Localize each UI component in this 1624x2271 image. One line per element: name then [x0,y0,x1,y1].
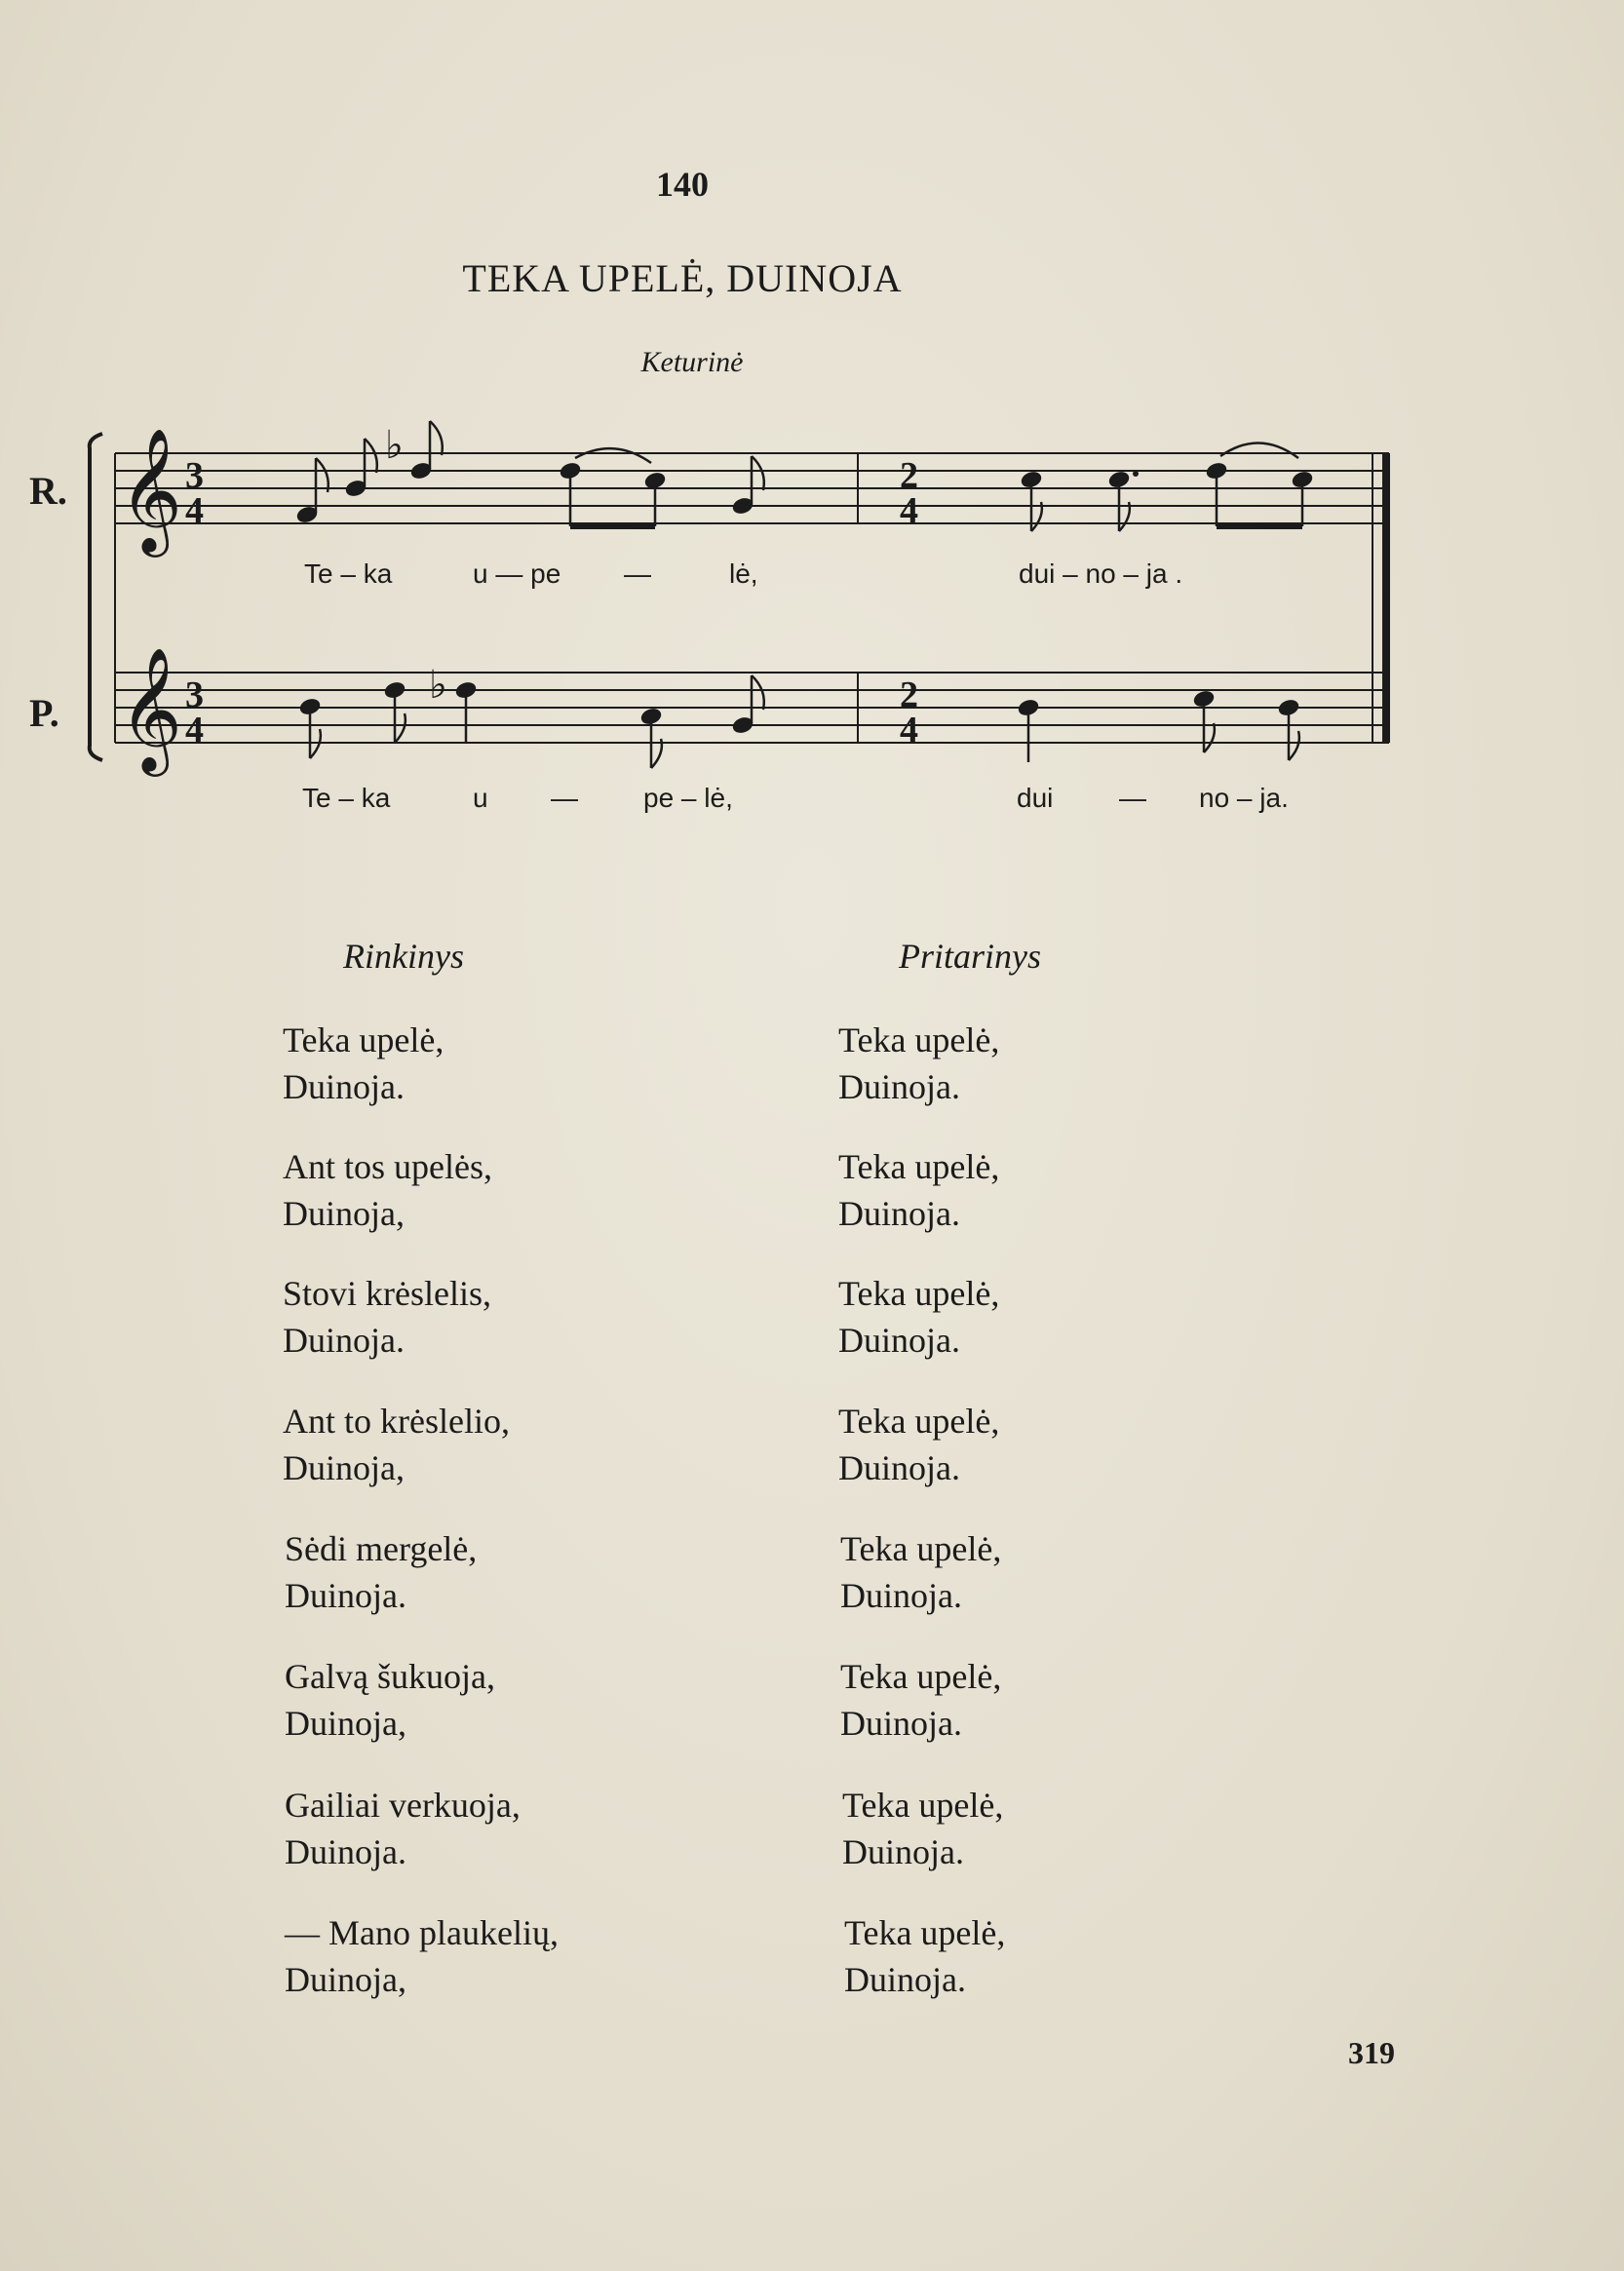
lyric-syllable: — [624,558,651,589]
verse-line: Duinoja. [838,1194,960,1233]
verse-line: Sėdi mergelė, [285,1529,478,1568]
verse-left [285,1525,477,1619]
voice-label-p: P. [29,691,59,735]
time-sig-2-4-top: 2 [900,455,918,496]
time-sig-3-4-bottom: 4 [185,710,204,751]
verse-line: Duinoja. [838,1067,960,1106]
lyric-syllable: dui – no – ja . [1019,558,1183,589]
verse-line: Teka upelė, [838,1274,1000,1313]
verse-line: Teka upelė, [838,1020,1000,1059]
time-sig-3-4-bottom: 4 [185,490,204,531]
verse-right [842,1782,1003,1875]
verse-line: Teka upelė, [838,1147,1000,1186]
verse-line: Duinoja. [285,1576,406,1615]
staff-2-notes [298,663,1300,768]
verse-line: Teka upelė, [283,1020,445,1059]
verse-line: Duinoja. [840,1576,962,1615]
verse-right [838,1017,999,1110]
lyric-syllable: dui [1017,783,1054,813]
verse-line: Duinoja. [285,1832,406,1871]
lyric-syllable: Te – ka [304,558,393,589]
verse-line: Duinoja. [840,1704,962,1743]
tie [575,448,651,463]
song-title: TEKA UPELĖ, DUINOJA [462,256,903,300]
lyric-syllable: — [1119,783,1146,813]
column-heading-pritarinys: Pritarinys [899,937,1042,976]
verse-left [285,1782,521,1875]
verse-right [838,1270,999,1364]
time-sig-3-4-top: 3 [185,455,204,496]
verse-line: Ant to krėslelio, [283,1402,510,1441]
dot [1133,471,1139,477]
verse-line: — Mano plaukelių, [285,1913,559,1952]
song-subtitle: Keturinė [640,346,744,378]
final-barline-thick [1382,453,1390,743]
verse-line: Duinoja. [283,1321,405,1360]
lyric-syllable: u [473,783,488,813]
page-number: 319 [1348,2035,1395,2070]
staff-1-notes [295,421,1314,531]
verse-line: Duinoja, [285,1704,406,1743]
verse-right [840,1525,1001,1619]
time-sig-2-4-top: 2 [900,674,918,715]
verse-line: Teka upelė, [840,1529,1002,1568]
verse-line: Teka upelė, [842,1786,1004,1825]
verse-right [838,1143,999,1237]
verse-line: Stovi krėslelis, [283,1274,491,1313]
verse-right [838,1398,999,1491]
music-score [0,0,1624,877]
verse-line: Teka upelė, [844,1913,1006,1952]
lyric-syllable: lė, [729,558,758,589]
lyric-syllable: pe – lė, [643,783,733,813]
verse-line: Teka upelė, [840,1657,1002,1696]
verse-left [283,1398,510,1491]
verse-line: Gailiai verkuoja, [285,1786,521,1825]
verse-line: Duinoja, [283,1194,405,1233]
treble-clef-icon: 𝄞 [119,427,183,552]
column-heading-rinkinys: Rinkinys [343,937,464,976]
verse-line: Duinoja, [285,1960,406,1999]
verse-line: Duinoja. [283,1067,405,1106]
verse-left [283,1017,444,1110]
verse-left [283,1270,491,1364]
verse-line: Ant tos upelės, [283,1147,492,1186]
verse-left [285,1653,495,1747]
time-sig-2-4-bottom: 4 [900,710,918,751]
verse-line: Duinoja. [844,1960,966,1999]
lyric-syllable: — [551,783,578,813]
verse-line: Duinoja, [283,1448,405,1487]
verse-right [840,1653,1001,1747]
verse-left [283,1143,492,1237]
time-sig-2-4-bottom: 4 [900,490,918,531]
flat-icon: ♭ [385,423,404,468]
tie [1220,443,1298,458]
voice-label-r: R. [29,469,67,513]
system-bracket [90,434,102,760]
lyric-syllable: u — pe [473,558,561,589]
lyric-syllable: Te – ka [302,783,391,813]
verse-line: Duinoja. [838,1448,960,1487]
beam [1217,522,1302,529]
flat-icon: ♭ [429,663,447,708]
lyric-syllable: no – ja. [1199,783,1289,813]
beam [570,522,655,529]
song-number: 140 [656,165,709,204]
verse-right [844,1909,1005,2003]
verse-line: Duinoja. [842,1832,964,1871]
treble-clef-icon: 𝄞 [119,646,183,771]
verse-line: Galvą šukuoja, [285,1657,495,1696]
verse-line: Duinoja. [838,1321,960,1360]
time-sig-3-4-top: 3 [185,674,204,715]
verse-line: Teka upelė, [838,1402,1000,1441]
verse-left [285,1909,559,2003]
